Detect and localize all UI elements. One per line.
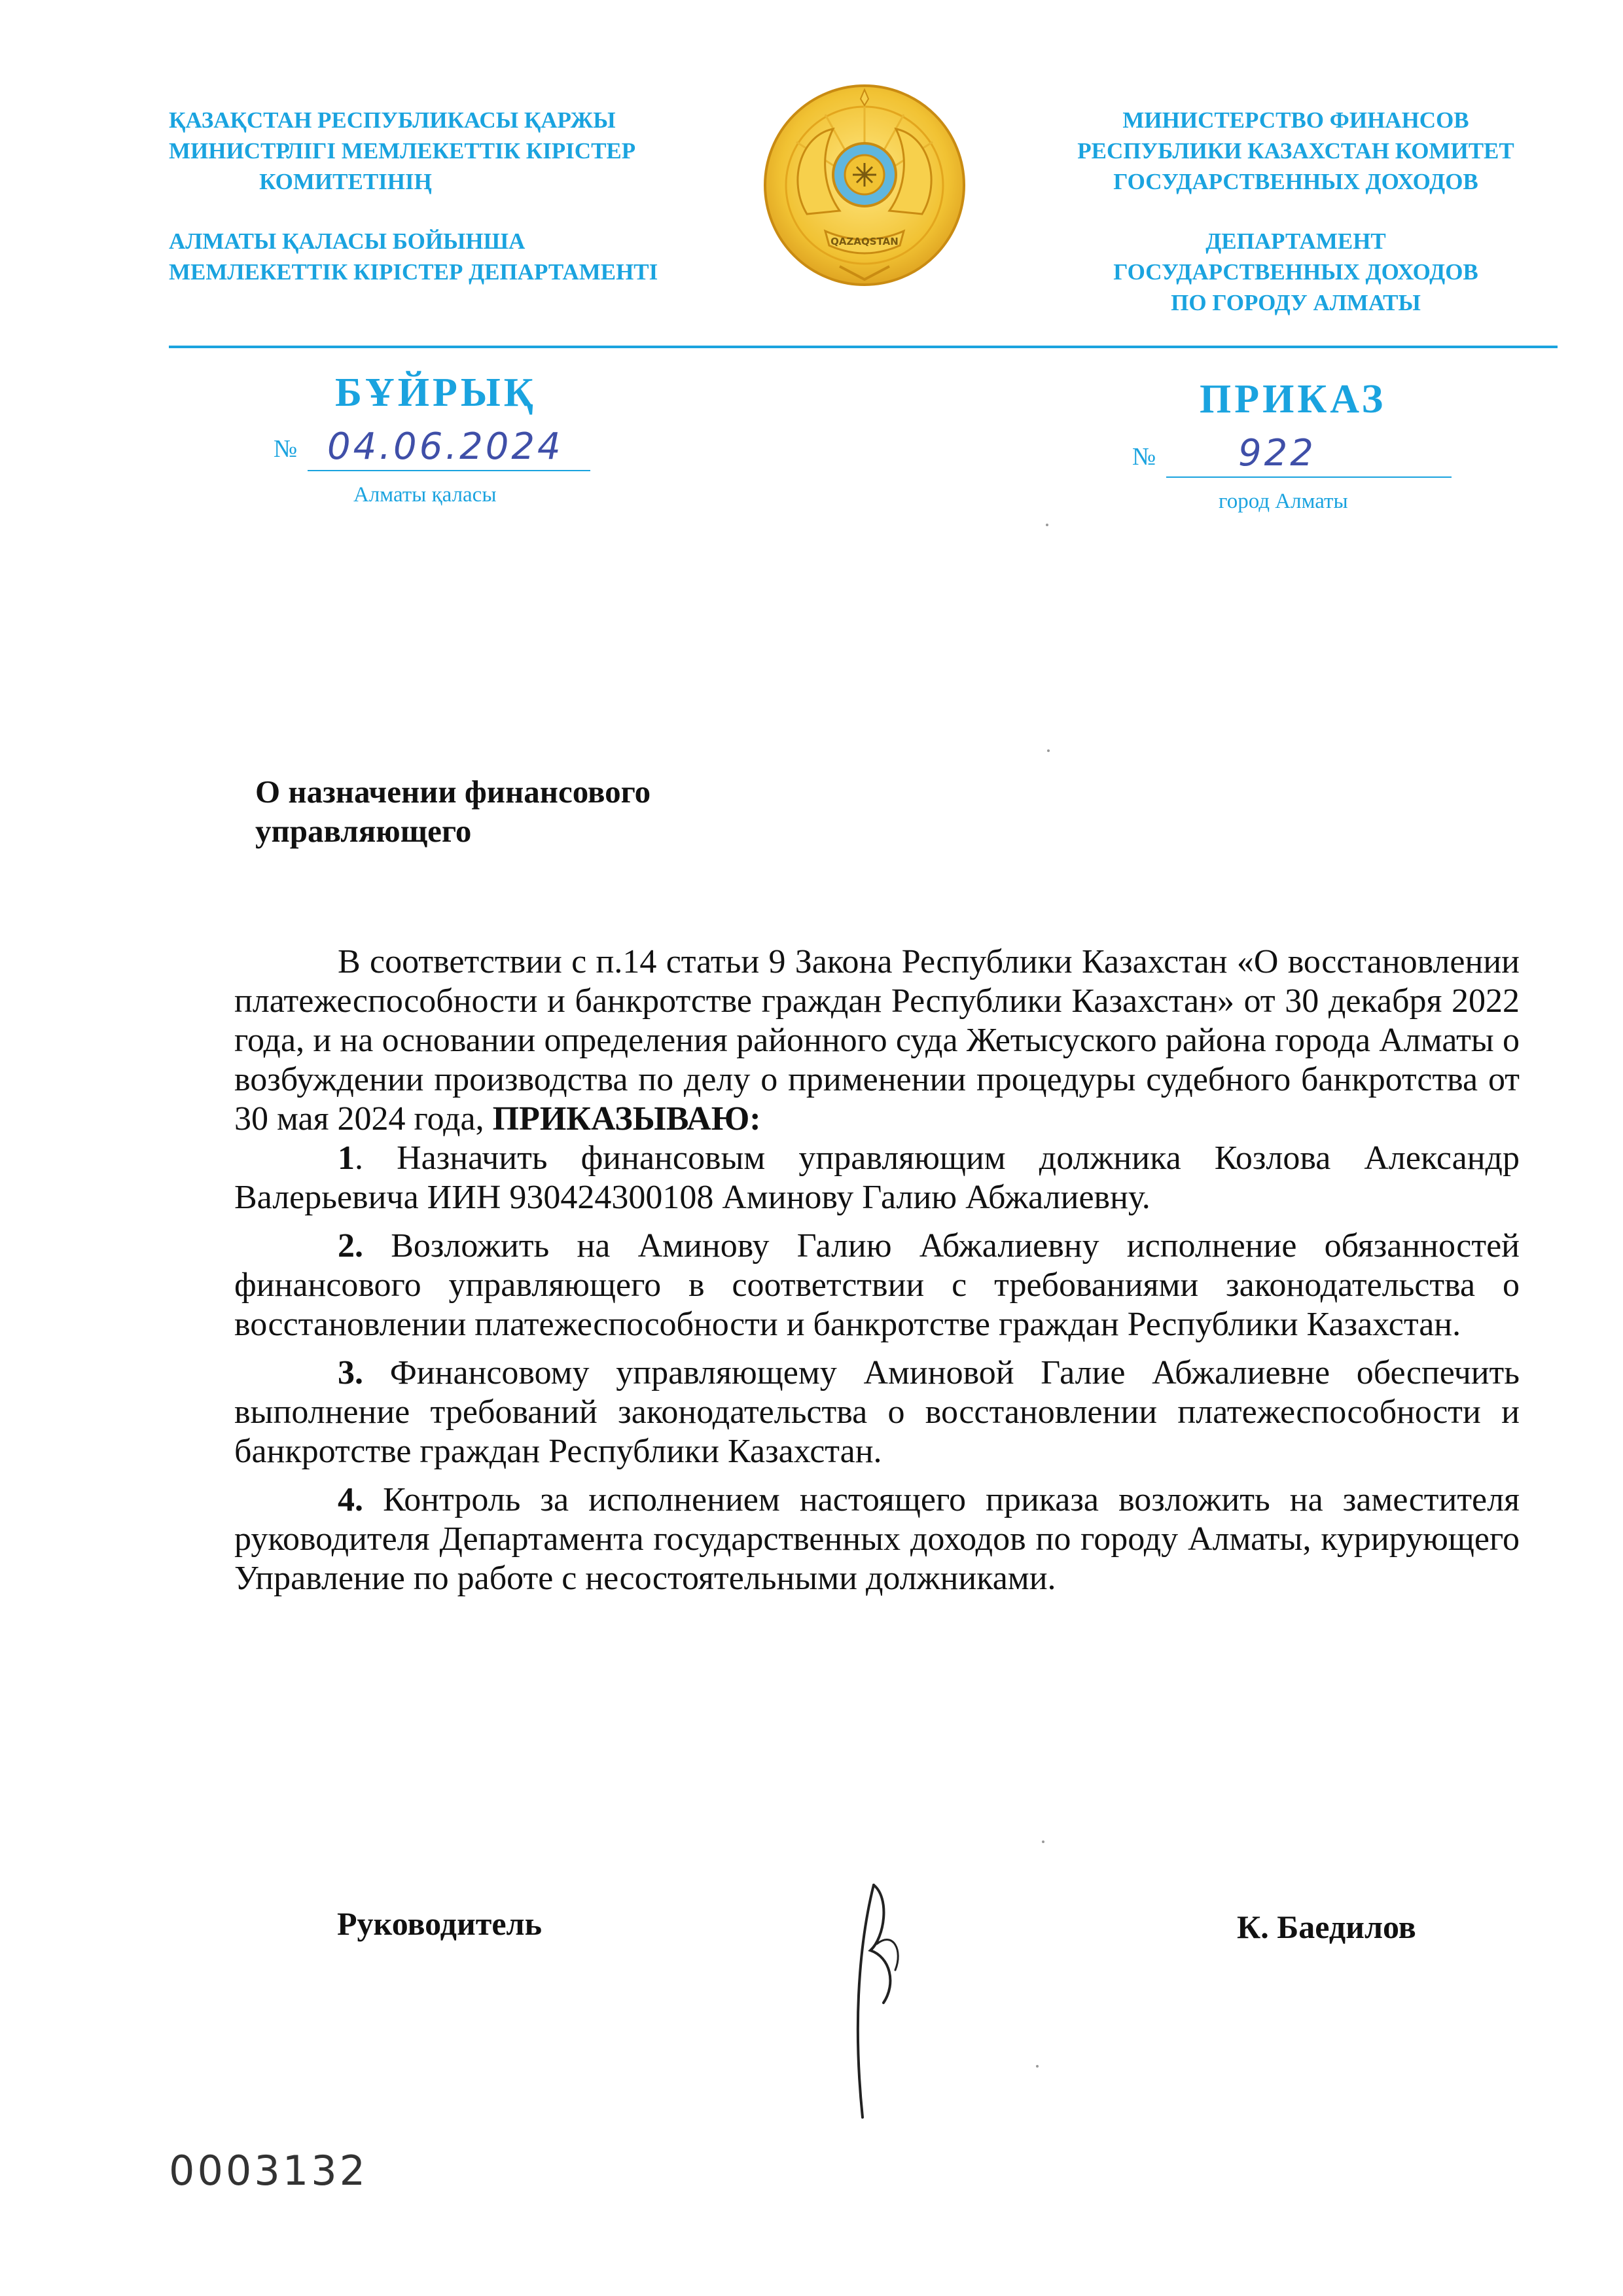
city-kz: Алматы қаласы bbox=[353, 483, 497, 507]
order-subject bbox=[255, 772, 651, 851]
state-emblem-icon bbox=[761, 77, 968, 294]
header-ru-line: ГОСУДАРСТВЕННЫХ ДОХОДОВ bbox=[1113, 169, 1478, 194]
header-ru-line: МИНИСТЕРСТВО ФИНАНСОВ bbox=[1122, 107, 1469, 133]
scan-speck bbox=[1042, 1840, 1044, 1843]
subject-line: О назначении финансового bbox=[255, 774, 651, 810]
handwritten-date: 04.06.2024 bbox=[327, 425, 563, 468]
header-ru-line: РЕСПУБЛИКИ КАЗАХСТАН КОМИТЕТ bbox=[1077, 138, 1514, 164]
scan-speck bbox=[1036, 2065, 1039, 2068]
order-item-1: 1. Назначить финансовым управляющим должника Козлова Александр Валерьевича ИИН 930424300108 Аминову Галию Абжалиевну. bbox=[234, 1139, 1520, 1216]
header-ru-block bbox=[1047, 105, 1544, 318]
header-kz-line: КОМИТЕТІНІҢ bbox=[259, 169, 432, 194]
number-line bbox=[1166, 476, 1452, 478]
registration-number: 0003132 bbox=[169, 2147, 368, 2195]
order-title-kz: БҰЙРЫҚ bbox=[335, 370, 537, 415]
intro-paragraph: В соответствии с п.14 статьи 9 Закона Республики Казахстан «О восстановлении платежеспособности и банкротстве граждан Республики Казахстан» от 30 декабря 2022 года, и на основании определения районного суда Жетысуского района города Алматы о возбуждении производства по делу о применении процедуры судебного банкротства от 30 мая 2024 года, ПРИКАЗЫВАЮ: bbox=[234, 943, 1520, 1138]
handwritten-signature-icon bbox=[812, 1872, 942, 2127]
header-kz-block bbox=[169, 105, 658, 287]
scan-speck bbox=[1047, 749, 1050, 752]
signature-position: Руководитель bbox=[337, 1905, 543, 1942]
number-sign-ru: № bbox=[1132, 443, 1156, 471]
command-word: ПРИКАЗЫВАЮ: bbox=[492, 1100, 761, 1138]
number-sign-kz: № bbox=[274, 435, 298, 463]
order-title-ru: ПРИКАЗ bbox=[1200, 377, 1387, 422]
handwritten-number: 922 bbox=[1238, 432, 1316, 475]
subject-line: управляющего bbox=[255, 813, 472, 849]
scan-speck bbox=[1046, 524, 1048, 526]
order-item-4: 4. Контроль за исполнением настоящего приказа возложить на заместителя руководителя Департамента государственных доходов по городу Алматы, курирующего Управление по работе с несостоятельными должниками. bbox=[234, 1481, 1520, 1597]
header-divider bbox=[169, 346, 1558, 348]
date-line bbox=[308, 470, 590, 471]
city-ru: город Алматы bbox=[1219, 490, 1348, 513]
header-ru-line: ДЕПАРТАМЕНТ bbox=[1205, 228, 1386, 254]
emblem-text: QAZAQSTAN bbox=[830, 236, 899, 247]
header-kz-line: АЛМАТЫ ҚАЛАСЫ БОЙЫНША bbox=[169, 228, 526, 254]
order-item-2: 2. Возложить на Аминову Галию Абжалиевну исполнение обязанностей финансового управляющего в соответствии с требованиями законодательства о восстановлении платежеспособности и банкротстве граждан Республики Казахстан. bbox=[234, 1227, 1520, 1343]
header-kz-line: МЕМЛЕКЕТТІК КІРІСТЕР ДЕПАРТАМЕНТІ bbox=[169, 259, 658, 285]
order-item-3: 3. Финансовому управляющему Аминовой Галие Абжалиевне обеспечить выполнение требований законодательства о восстановлении платежеспособности и банкротстве граждан Республики Казахстан. bbox=[234, 1354, 1520, 1470]
order-body bbox=[234, 942, 1520, 1598]
header-kz-line: ҚАЗАҚСТАН РЕСПУБЛИКАСЫ ҚАРЖЫ bbox=[169, 107, 616, 133]
header-kz-line: МИНИСТРЛІГІ МЕМЛЕКЕТТІК КІРІСТЕР bbox=[169, 138, 636, 164]
header-ru-line: ПО ГОРОДУ АЛМАТЫ bbox=[1171, 290, 1421, 315]
signatory-name: К. Баедилов bbox=[1237, 1909, 1416, 1945]
header-ru-line: ГОСУДАРСТВЕННЫХ ДОХОДОВ bbox=[1113, 259, 1478, 285]
